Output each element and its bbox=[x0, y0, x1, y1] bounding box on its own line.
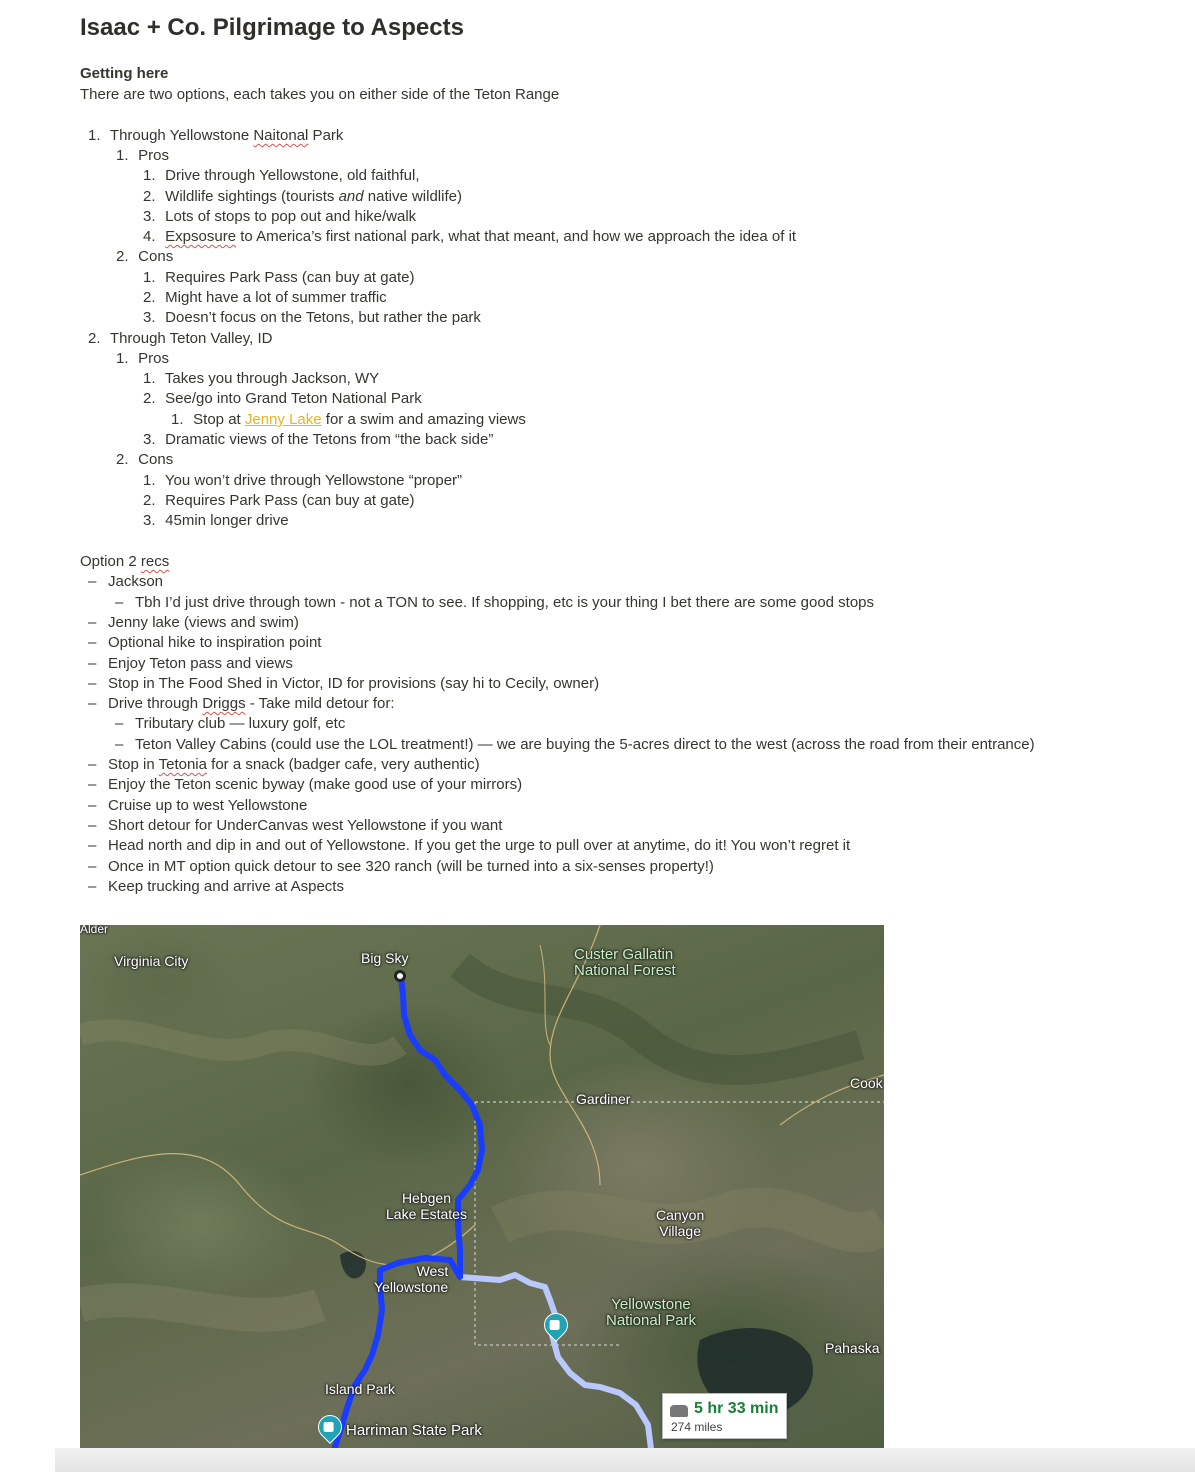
jenny-lake-link[interactable]: Jenny Lake bbox=[244, 411, 322, 428]
option-2-con-2: 2. Requires Park Pass (can buy at gate) bbox=[143, 492, 415, 509]
start-dot-icon[interactable] bbox=[394, 970, 406, 982]
map-label-island-park: Island Park bbox=[325, 1381, 396, 1397]
map-label-cook: Cook bbox=[850, 1075, 883, 1091]
spellcheck-word: Driggs bbox=[202, 695, 246, 712]
option-2-cons: 2. Cons bbox=[116, 451, 174, 468]
route-distance: 274 miles bbox=[671, 1420, 723, 1434]
option-2: 2. Through Teton Valley, ID bbox=[88, 330, 273, 347]
map-label-pahaska: Pahaska bbox=[825, 1340, 880, 1356]
getting-here-heading: Getting here bbox=[80, 65, 169, 82]
rec-subitem: – Tributary club — luxury golf, etc bbox=[115, 715, 346, 732]
rec-item: – Short detour for UnderCanvas west Yellowstone if you want bbox=[88, 817, 503, 834]
option-2-pro-2-sub: 1. Stop at Jenny Lake for a swim and amazing views bbox=[171, 411, 526, 428]
route-summary-card[interactable] bbox=[662, 1393, 787, 1439]
route-map[interactable] bbox=[80, 925, 884, 1457]
option-1-pro-3: 3. Lots of stops to pop out and hike/walk bbox=[143, 208, 417, 225]
map-label-custer-gallatin: Custer Gallatin National Forest bbox=[574, 946, 676, 979]
map-label-virginia-city: Virginia City bbox=[114, 953, 189, 969]
page-title: Isaac + Co. Pilgrimage to Aspects bbox=[80, 14, 464, 41]
map-label-hebgen-lake-estates: Hebgen Lake Estates bbox=[386, 1190, 467, 1222]
map-label-alder: Alder bbox=[80, 925, 109, 936]
rec-item: – Cruise up to west Yellowstone bbox=[88, 797, 308, 814]
spellcheck-word: Expsosure bbox=[165, 228, 237, 245]
rec-item: – Stop in Tetonia for a snack (badger cafe, very authentic) bbox=[88, 756, 480, 773]
route-time: 5 hr 33 min bbox=[694, 1400, 779, 1417]
option-1-pro-2: 2. Wildlife sightings (tourists and native wildlife) bbox=[143, 188, 462, 205]
rec-item: – Head north and dip in and out of Yellowstone. If you get the urge to pull over at anytime, do it! You won’t regret it bbox=[88, 837, 851, 854]
rec-item: – Once in MT option quick detour to see 320 ranch (will be turned into a six-senses property!) bbox=[88, 858, 714, 875]
option-1-pro-1: 1. Drive through Yellowstone, old faithful, bbox=[143, 167, 420, 184]
rec-item: – Jackson bbox=[88, 573, 164, 590]
spellcheck-word: Naitonal bbox=[253, 127, 309, 144]
option-2-con-3: 3. 45min longer drive bbox=[143, 512, 289, 529]
page-edge-shadow bbox=[55, 1448, 1195, 1472]
option-2-pro-3: 3. Dramatic views of the Tetons from “the back side” bbox=[143, 431, 494, 448]
option-1-pro-4: 4. Expsosure to America’s first national park, what that meant, and how we approach the idea of it bbox=[143, 228, 797, 245]
rec-item: – Drive through Driggs - Take mild detour for: bbox=[88, 695, 395, 712]
map-label-harriman: Harriman State Park bbox=[346, 1422, 482, 1439]
rec-item: – Keep trucking and arrive at Aspects bbox=[88, 878, 344, 895]
rec-subitem: – Tbh I’d just drive through town - not a TON to see. If shopping, etc is your thing I bet there are some good stops bbox=[115, 594, 875, 611]
rec-item: – Enjoy the Teton scenic byway (make good use of your mirrors) bbox=[88, 776, 523, 793]
rec-item: – Jenny lake (views and swim) bbox=[88, 614, 299, 631]
option-1-cons: 2. Cons bbox=[116, 248, 174, 265]
map-label-yellowstone-np: Yellowstone National Park bbox=[606, 1296, 697, 1329]
option-2-con-1: 1. You won’t drive through Yellowstone “proper” bbox=[143, 472, 463, 489]
recs-heading: Option 2 recs bbox=[80, 553, 170, 570]
rec-item: – Optional hike to inspiration point bbox=[88, 634, 322, 651]
spellcheck-word: Tetonia bbox=[158, 756, 207, 773]
car-icon bbox=[670, 1405, 688, 1417]
map-label-big-sky: Big Sky bbox=[361, 950, 409, 966]
option-1-pros: 1. Pros bbox=[116, 147, 170, 164]
option-1-con-3: 3. Doesn’t focus on the Tetons, but rather the park bbox=[143, 309, 481, 326]
map-label-canyon-village: Canyon Village bbox=[656, 1207, 705, 1239]
spellcheck-word: recs bbox=[140, 553, 170, 570]
option-2-pro-2: 2. See/go into Grand Teton National Park bbox=[143, 390, 422, 407]
option-2-pros: 1. Pros bbox=[116, 350, 170, 367]
option-1-con-1: 1. Requires Park Pass (can buy at gate) bbox=[143, 269, 415, 286]
intro-text: There are two options, each takes you on either side of the Teton Range bbox=[80, 86, 560, 103]
option-2-pro-1: 1. Takes you through Jackson, WY bbox=[143, 370, 380, 387]
map-overlay bbox=[80, 925, 884, 1457]
rec-item: – Enjoy Teton pass and views bbox=[88, 655, 293, 672]
map-label-gardiner: Gardiner bbox=[576, 1091, 631, 1107]
option-1: 1. Through Yellowstone Naitonal Park bbox=[88, 127, 344, 144]
rec-item: – Stop in The Food Shed in Victor, ID for provisions (say hi to Cecily, owner) bbox=[88, 675, 600, 692]
map-label-west-yellowstone: West Yellowstone bbox=[374, 1263, 449, 1295]
rec-subitem: – Teton Valley Cabins (could use the LOL treatment!) — we are buying the 5-acres direct to the west (across the road from their entrance) bbox=[115, 736, 1035, 753]
option-1-con-2: 2. Might have a lot of summer traffic bbox=[143, 289, 387, 306]
